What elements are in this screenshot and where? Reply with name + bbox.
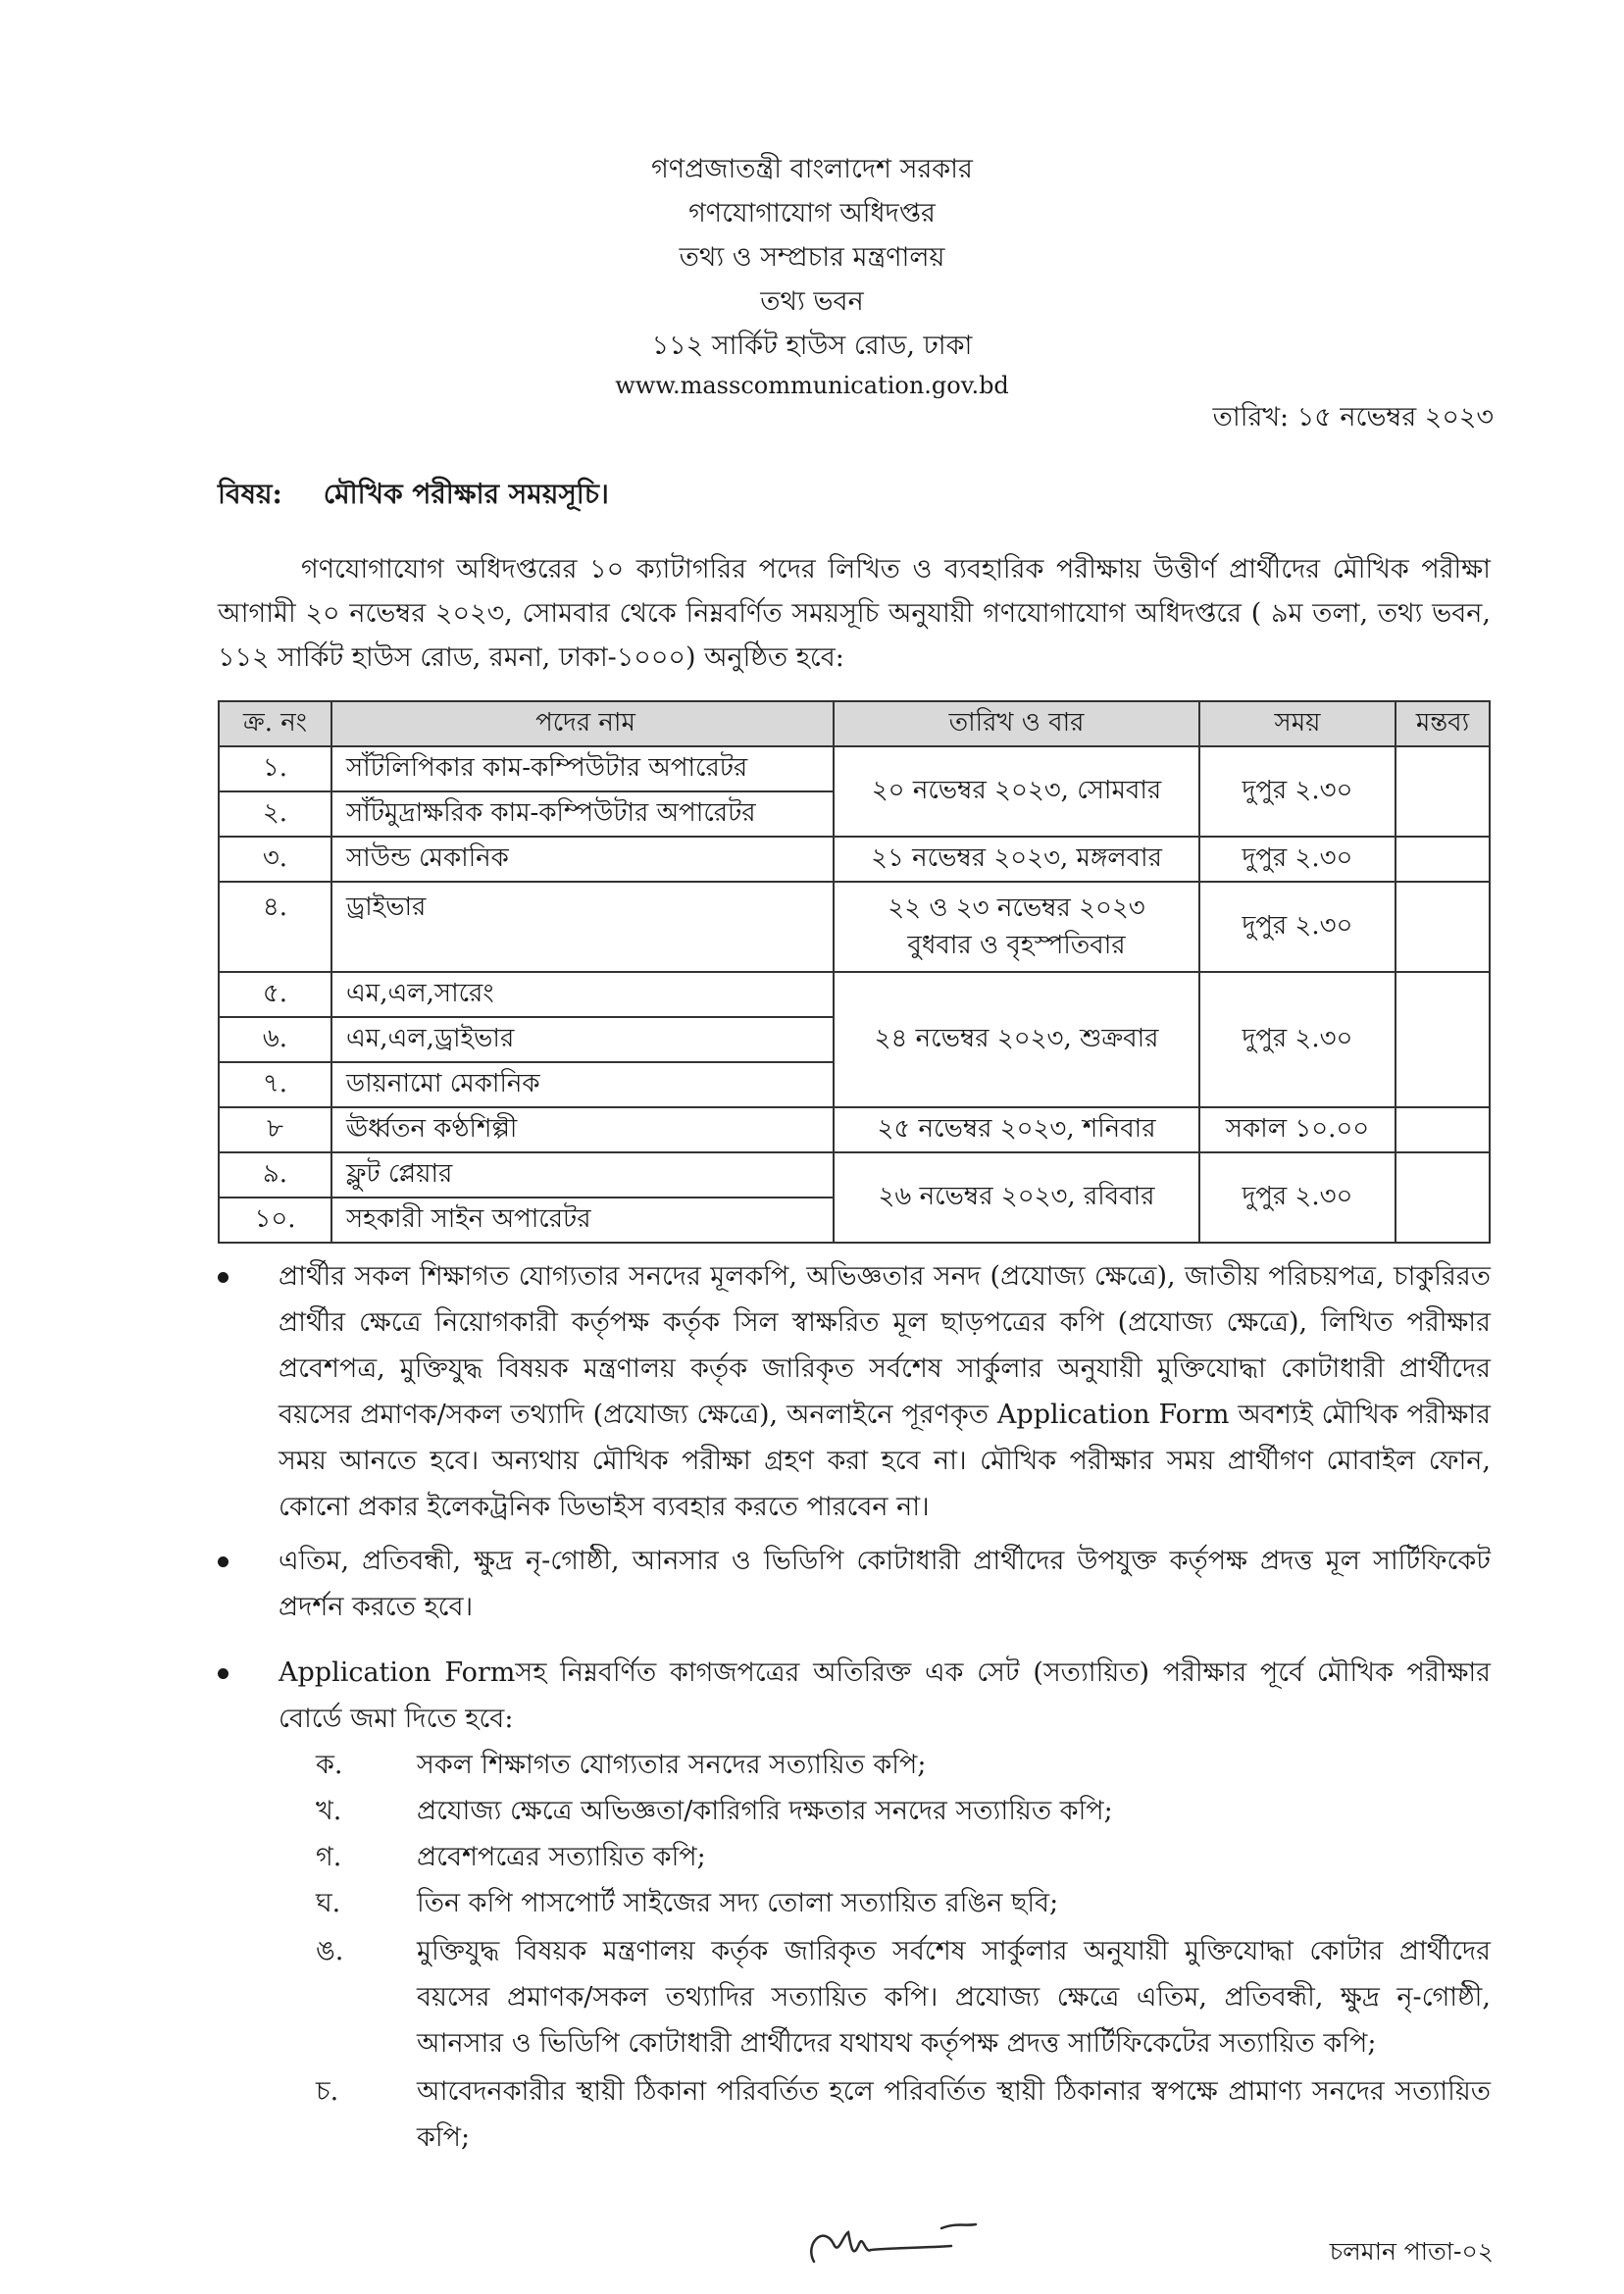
list-marker: ক. [316, 1750, 343, 1780]
list-item-text: আবেদনকারীর স্থায়ী ঠিকানা পরিবর্তিত হলে পরিবর্তিত স্থায়ী ঠিকানার স্বপক্ষে প্রামাণ্য সনদের সত্যায়িত কপি; [417, 2076, 1491, 2153]
time-cell: সকাল ১০.০০ [1199, 1107, 1396, 1152]
post-cell: সহকারী সাইন অপারেটর [331, 1198, 834, 1243]
list-marker: ঙ. [316, 1936, 344, 1966]
list-marker: ঘ. [316, 1888, 341, 1918]
instruction-text: এতিম, প্রতিবন্ধী, ক্ষুদ্র নৃ-গোষ্ঠী, আনসার ও ভিডিপি কোটাধারী প্রার্থীদের উপযুক্ত কর্তৃপক্ষ প্রদত্ত মূল সার্টিফিকেট প্রদর্শন করতে হবে। [279, 1546, 1491, 1622]
table-row [219, 746, 1490, 791]
date-cell: ২০ নভেম্বর ২০২৩, সোমবার [834, 746, 1199, 837]
time-cell: দুপুর ২.৩০ [1199, 837, 1396, 882]
subject-label: বিষয়: [218, 478, 282, 510]
instruction-text: প্রার্থীর সকল শিক্ষাগত যোগ্যতার সনদের মূলকপি, অভিজ্ঞতার সনদ (প্রযোজ্য ক্ষেত্রে), জাতীয় পরিচয়পত্র, চাকুরিরত প্রার্থীর ক্ষেত্রে নিয়োগকারী কর্তৃপক্ষ কর্তৃক সিল স্বাক্ষরিত মূল ছাড়পত্রের কপি (প্রযোজ্য ক্ষেত্রে), লিখিত পরীক্ষার প্রবেশপত্র, মুক্তিযুদ্ধ বিষয়ক মন্ত্রণালয় কর্তৃক জারিকৃত সর্বশেষ সার্কুলার অনুযায়ী মুক্তিযোদ্ধা কোটাধারী প্রার্থীদের বয়সের প্রমাণক/সকল তথ্যাদি (প্রযোজ্য ক্ষেত্রে), অনলাইনে পূরণকৃত Application Form অবশ্যই মৌখিক পরীক্ষার সময় আনতে হবে। অন্যথায় মৌখিক পরীক্ষা গ্রহণ করা হবে না। মৌখিক পরীক্ষার সময় প্রার্থীগণ মোবাইল ফোন, কোনো প্রকার ইলেকট্রনিক ডিভাইস ব্যবহার করতে পারবেন না। [279, 1261, 1491, 1522]
address: ১১২ সার্কিট হাউস রোড, ঢাকা [651, 331, 973, 361]
table-row [219, 882, 1490, 972]
time-cell: দুপুর ২.৩০ [1199, 746, 1396, 837]
post-cell: ডায়নামো মেকানিক [331, 1062, 834, 1107]
instructions [218, 1253, 1491, 2161]
page-continuation: চলমান পাতা-০২ [1329, 2237, 1494, 2266]
time-cell: দুপুর ২.৩০ [1199, 1152, 1396, 1243]
letterhead [0, 147, 1624, 403]
department-name: গণযোগাযোগ অধিদপ্তর [688, 198, 936, 229]
header-serial: ক্র. নং [219, 701, 331, 746]
remarks-cell [1396, 1107, 1490, 1152]
post-cell: এম,এল,সারেং [331, 972, 834, 1017]
instruction-text: Application Formসহ নিম্নবর্ণিত কাগজপত্রের অতিরিক্ত এক সেট (সত্যায়িত) পরীক্ষার পূর্বে মৌখিক পরীক্ষার বোর্ডে জমা দিতে হবে: [279, 1657, 1491, 1734]
table-row [219, 1107, 1490, 1152]
post-cell: সাউন্ড মেকানিক [331, 837, 834, 882]
list-item-text: তিন কপি পাসপোর্ট সাইজের সদ্য তোলা সত্যায়িত রঙিন ছবি; [417, 1888, 1059, 1918]
list-item [218, 1928, 1491, 2066]
table-row [219, 837, 1490, 882]
table-header-row [219, 701, 1490, 746]
list-item [218, 1834, 1491, 1880]
remarks-cell [1396, 972, 1490, 1107]
instruction-item [218, 1650, 1491, 1742]
list-item [218, 2068, 1491, 2161]
remarks-cell [1396, 837, 1490, 882]
remarks-cell [1396, 882, 1490, 972]
table-row [219, 972, 1490, 1017]
date-cell: ২৫ নভেম্বর ২০২৩, শনিবার [834, 1107, 1199, 1152]
list-item [218, 1880, 1491, 1926]
list-item [218, 1788, 1491, 1834]
remarks-cell [1396, 1152, 1490, 1243]
header-remarks: মন্তব্য [1396, 701, 1490, 746]
bullet-icon [218, 1668, 228, 1679]
bullet-icon [218, 1556, 228, 1567]
date-line-1: ২২ ও ২৩ নভেম্বর ২০২৩ [888, 893, 1145, 923]
serial-cell: ১০. [219, 1198, 331, 1243]
bullet-icon [218, 1272, 228, 1283]
post-cell: এম,এল,ড্রাইভার [331, 1017, 834, 1062]
list-marker: গ. [316, 1842, 342, 1872]
serial-cell: ৩. [219, 837, 331, 882]
header-time: সময় [1199, 701, 1396, 746]
list-item-text: প্রবেশপত্রের সত্যায়িত কপি; [417, 1842, 706, 1872]
signature-mark [794, 2215, 990, 2283]
list-item [218, 1742, 1491, 1788]
post-cell: ড্রাইভার [331, 882, 834, 972]
list-item-text: প্রযোজ্য ক্ষেত্রে অভিজ্ঞতা/কারিগরি দক্ষতার সনদের সত্যায়িত কপি; [417, 1796, 1113, 1826]
time-cell: দুপুর ২.৩০ [1199, 882, 1396, 972]
post-cell: সাঁটলিপিকার কাম-কম্পিউটার অপারেটর [331, 746, 834, 791]
subject-text: মৌখিক পরীক্ষার সময়সূচি। [323, 478, 609, 510]
instruction-item [218, 1538, 1491, 1630]
intro-paragraph: গণযোগাযোগ অধিদপ্তরের ১০ ক্যাটাগরির পদের লিখিত ও ব্যবহারিক পরীক্ষায় উত্তীর্ণ প্রার্থীদের মৌখিক পরীক্ষা আগামী ২০ নভেম্বর ২০২৩, সোমবার থেকে নিম্নবর্ণিত সময়সূচি অনুযায়ী গণযোগাযোগ অধিদপ্তরে ( ৯ম তলা, তথ্য ভবন, ১১২ সার্কিট হাউস রোড, রমনা, ঢাকা-১০০০) অনুষ্ঠিত হবে: [218, 554, 1491, 673]
serial-cell: ৯. [219, 1152, 331, 1198]
list-item-text: সকল শিক্ষাগত যোগ্যতার সনদের সত্যায়িত কপি; [417, 1750, 927, 1780]
building-name: তথ্য ভবন [760, 286, 864, 317]
government-name: গণপ্রজাতন্ত্রী বাংলাদেশ সরকার [651, 154, 973, 184]
date-cell: ২১ নভেম্বর ২০২৩, মঙ্গলবার [834, 837, 1199, 882]
serial-cell: ৫. [219, 972, 331, 1017]
subject-line [218, 473, 609, 519]
header-date: তারিখ ও বার [834, 701, 1199, 746]
date-cell: ২৪ নভেম্বর ২০২৩, শুক্রবার [834, 972, 1199, 1107]
date-cell: ২৬ নভেম্বর ২০২৩, রবিবার [834, 1152, 1199, 1243]
date-line-2: বুধবার ও বৃহস্পতিবার [907, 931, 1126, 960]
remarks-cell [1396, 746, 1490, 837]
serial-cell: ৮ [219, 1107, 331, 1152]
table-row [219, 1152, 1490, 1198]
time-cell: দুপুর ২.৩০ [1199, 972, 1396, 1107]
website: www.masscommunication.gov.bd [615, 372, 1009, 399]
document-checklist [218, 1742, 1491, 2161]
serial-cell: ১. [219, 746, 331, 791]
serial-cell: ৭. [219, 1062, 331, 1107]
date-cell [834, 882, 1199, 972]
post-cell: সাঁটমুদ্রাক্ষরিক কাম-কম্পিউটার অপারেটর [331, 791, 834, 837]
list-marker: চ. [316, 2076, 339, 2107]
list-marker: খ. [316, 1796, 342, 1826]
serial-cell: ৪. [219, 882, 331, 972]
serial-cell: ২. [219, 791, 331, 837]
post-cell: ফ্লুট প্লেয়ার [331, 1152, 834, 1198]
list-item-text: মুক্তিযুদ্ধ বিষয়ক মন্ত্রণালয় কর্তৃক জারিকৃত সর্বশেষ সার্কুলার অনুযায়ী মুক্তিযোদ্ধা কোটার প্রার্থীদের বয়সের প্রমাণক/সকল তথ্যাদির সত্যায়িত কপি। প্রযোজ্য ক্ষেত্রে এতিম, প্রতিবন্ধী, ক্ষুদ্র নৃ-গোষ্ঠী, আনসার ও ভিডিপি কোটাধারী প্রার্থীদের যথাযথ কর্তৃপক্ষ প্রদত্ত সার্টিফিকেটের সত্যায়িত কপি; [417, 1936, 1491, 2059]
ministry-name: তথ্য ও সম্প্রচার মন্ত্রণালয় [679, 242, 945, 273]
header-post: পদের নাম [331, 701, 834, 746]
schedule-table [218, 700, 1491, 1244]
serial-cell: ৬. [219, 1017, 331, 1062]
post-cell: ঊর্ধ্বতন কণ্ঠশিল্পী [331, 1107, 834, 1152]
issue-date: তারিখ: ১৫ নভেম্বর ২০২৩ [1212, 402, 1494, 433]
instruction-item [218, 1253, 1491, 1530]
